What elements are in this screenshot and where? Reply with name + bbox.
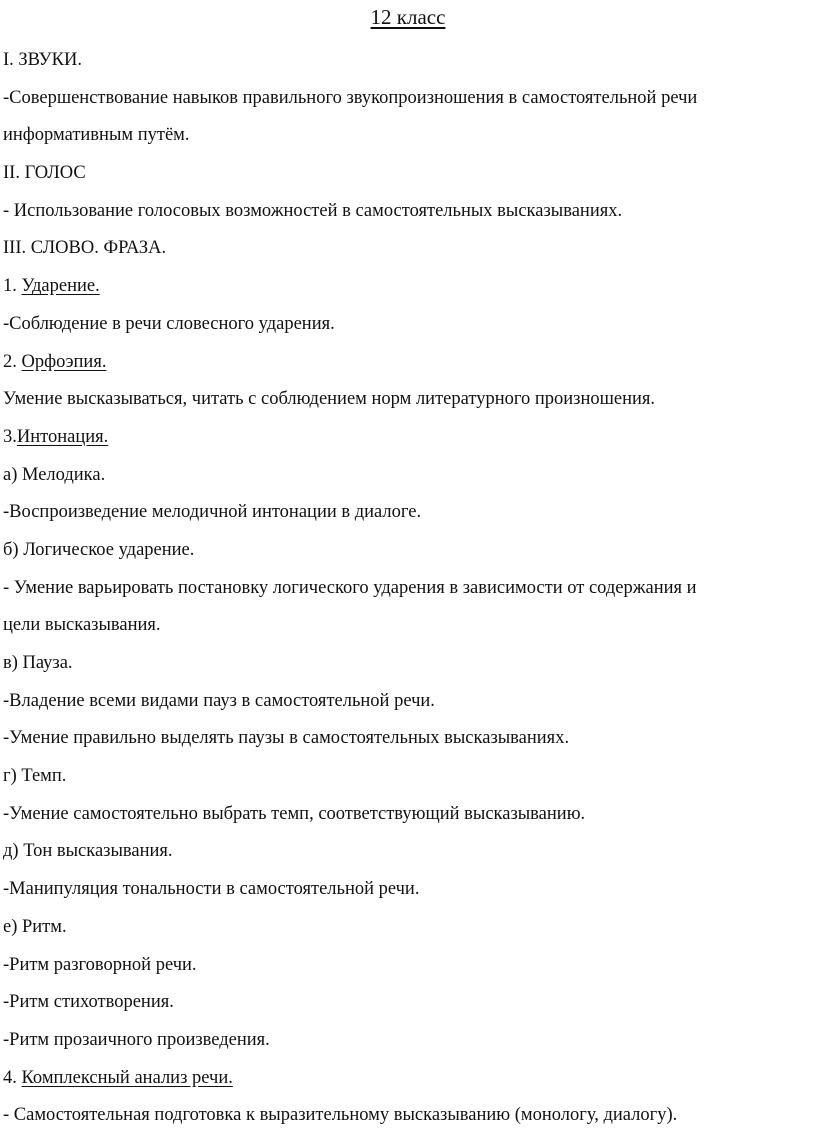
text-line <box>3 796 815 834</box>
underlined-text: Орфоэпия. <box>21 351 107 372</box>
text-line <box>3 230 815 268</box>
document-body <box>3 42 815 1135</box>
line-text: 1. <box>3 276 22 297</box>
line-text: - Самостоятельная подготовка к выразительному высказыванию (монологу, диалогу). <box>3 1105 678 1126</box>
line-text: - Умение варьировать постановку логического ударения в зависимости от содержания и <box>3 577 697 598</box>
line-text: -Совершенствование навыков правильного звукопроизношения в самостоятельной речи <box>3 87 698 108</box>
text-line <box>3 720 815 758</box>
line-text: -Ритм прозаичного произведения. <box>3 1029 270 1050</box>
line-text: а) Мелодика. <box>3 464 106 485</box>
text-line <box>3 268 815 306</box>
text-line <box>3 42 815 80</box>
line-text: б) Логическое ударение. <box>3 539 195 560</box>
line-text: -Умение самостоятельно выбрать темп, соответствующий высказыванию. <box>3 803 586 824</box>
line-text: III. СЛОВО. ФРАЗА. <box>3 238 167 259</box>
line-text: -Умение правильно выделять паузы в самостоятельных высказываниях. <box>3 728 570 749</box>
text-line <box>3 457 815 495</box>
text-line <box>3 1022 815 1060</box>
line-text: II. ГОЛОС <box>3 163 86 184</box>
line-text: -Владение всеми видами пауз в самостоятельной речи. <box>3 690 435 711</box>
text-line <box>3 381 815 419</box>
line-text: д) Тон высказывания. <box>3 841 173 862</box>
line-text: -Ритм разговорной речи. <box>3 954 197 975</box>
text-line <box>3 758 815 796</box>
line-text: цели высказывания. <box>3 615 161 636</box>
line-text: - Использование голосовых возможностей в самостоятельных высказываниях. <box>3 200 623 221</box>
line-text: е) Ритм. <box>3 916 67 937</box>
text-line <box>3 833 815 871</box>
text-line <box>3 155 815 193</box>
line-text: 3. <box>3 426 17 447</box>
text-line <box>3 419 815 457</box>
text-line <box>3 80 815 118</box>
underlined-text: Интонация. <box>16 426 109 447</box>
line-text: -Ритм стихотворения. <box>3 992 174 1013</box>
line-text: г) Темп. <box>3 766 67 787</box>
line-text: -Манипуляция тональности в самостоятельной речи. <box>3 879 420 900</box>
text-line <box>3 1097 815 1135</box>
line-text: -Воспроизведение мелодичной интонации в диалоге. <box>3 502 422 523</box>
page-title: 12 класс <box>370 5 446 29</box>
text-line <box>3 683 815 721</box>
text-line <box>3 607 815 645</box>
text-line <box>3 494 815 532</box>
text-line <box>3 532 815 570</box>
text-line <box>3 947 815 985</box>
text-line <box>3 193 815 231</box>
text-line <box>3 871 815 909</box>
line-text: I. ЗВУКИ. <box>3 50 82 70</box>
text-line <box>3 570 815 608</box>
line-text: -Соблюдение в речи словесного ударения. <box>3 313 335 334</box>
text-line <box>3 1060 815 1098</box>
underlined-text: Комплексный анализ речи. <box>21 1067 233 1088</box>
text-line <box>3 645 815 683</box>
text-line <box>3 984 815 1022</box>
text-line <box>3 909 815 947</box>
line-text: 2. <box>3 351 22 372</box>
line-text: информативным путём. <box>3 125 190 146</box>
underlined-text: Ударение. <box>21 276 100 297</box>
text-line <box>3 344 815 382</box>
text-line <box>3 117 815 155</box>
text-line <box>3 306 815 344</box>
line-text: Умение высказываться, читать с соблюдением норм литературного произношения. <box>3 389 656 410</box>
line-text: в) Пауза. <box>3 653 73 673</box>
line-text: 4. <box>3 1067 22 1088</box>
